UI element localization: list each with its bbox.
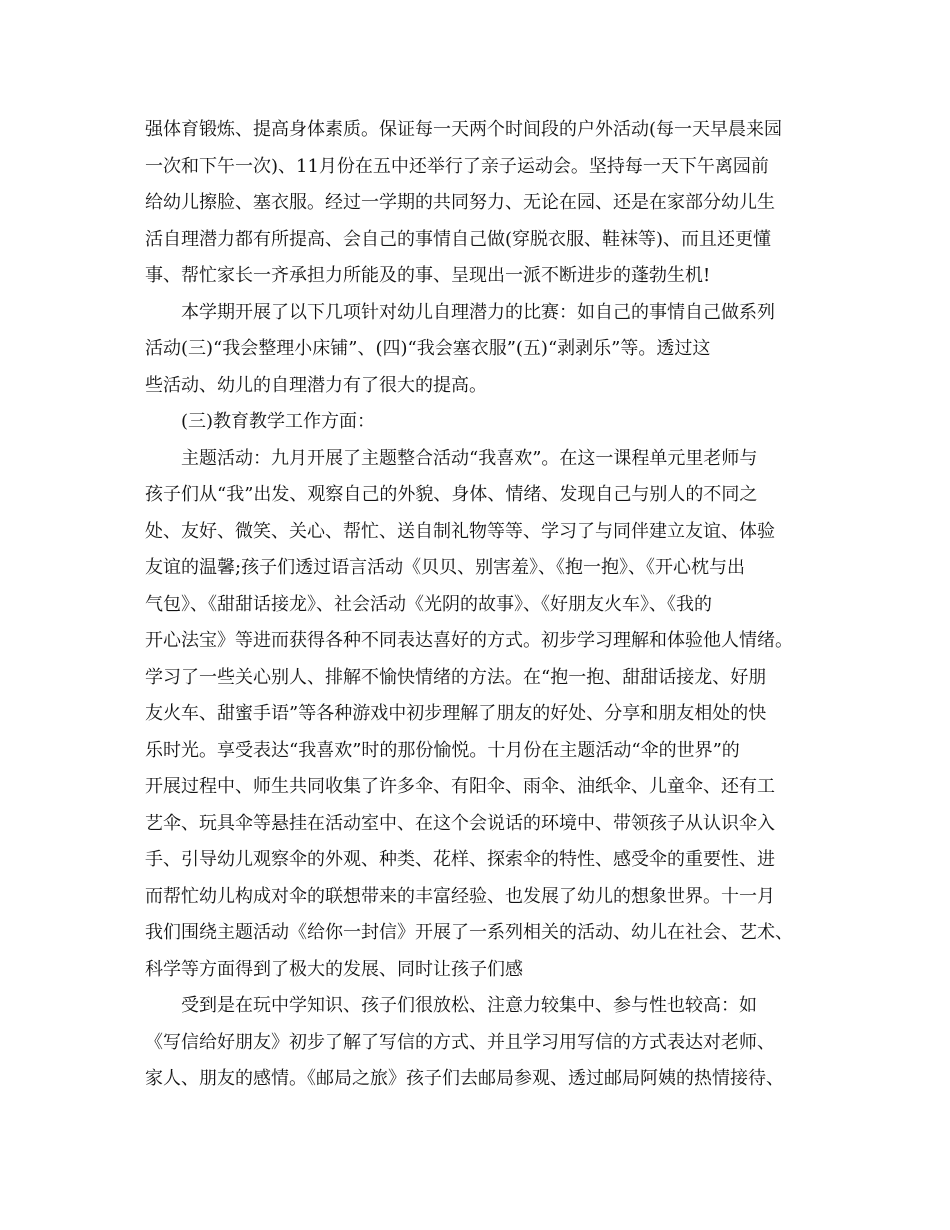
text-line: 手、引导幼儿观察伞的外观、种类、花样、探索伞的特性、感受伞的重要性、进 (145, 849, 775, 870)
text-line: 一次和下午一次)、11月份在五中还举行了亲子运动会。坚持每一天下午离园前 (145, 156, 769, 177)
text-line: 活自理潜力都有所提高、会自己的事情自己做(穿脱衣服、鞋袜等)、而且还更懂 (145, 229, 772, 250)
paragraph-start-line: 本学期开展了以下几项针对幼儿自理潜力的比赛：如自己的事情自己做系列 (181, 302, 775, 323)
text-line: 活动(三)“我会整理小床铺”、(四)“我会塞衣服”(五)“剥剥乐”等。透过这 (145, 338, 711, 359)
text-line: 而帮忙幼儿构成对伞的联想带来的丰富经验、也发展了幼儿的想象世界。十一月 (145, 886, 775, 907)
text-line: 学习了一些关心别人、排解不愉快情绪的方法。在“抱一抱、甜甜话接龙、好朋 (145, 667, 767, 688)
text-line: 开展过程中、师生共同收集了许多伞、有阳伞、雨伞、油纸伞、儿童伞、还有工 (145, 776, 775, 797)
text-line: 友火车、甜蜜手语”等各种游戏中初步理解了朋友的好处、分享和朋友相处的快 (145, 703, 767, 724)
text-line: 孩子们从“我”出发、观察自己的外貌、身体、情绪、发现自己与别人的不同之 (145, 484, 758, 505)
text-line: 气包》、《甜甜话接龙》、社会活动《光阴的故事》、《好朋友火车》、《我的 (145, 594, 712, 615)
text-line: 些活动、幼儿的自理潜力有了很大的提高。 (145, 375, 487, 396)
text-line: 给幼儿擦脸、塞衣服。经过一学期的共同努力、无论在园、还是在家部分幼儿生 (145, 192, 775, 213)
text-line: 开心法宝》等进而获得各种不同表达喜好的方式。初步学习理解和体验他人情绪。 (145, 630, 793, 651)
text-line: 友谊的温馨;孩子们透过语言活动《贝贝、别害羞》、《抱一抱》、《开心枕与出 (145, 557, 746, 578)
text-line: 我们围绕主题活动《给你一封信》开展了一系列相关的活动、幼儿在社会、艺术、 (145, 922, 793, 943)
text-line: 《写信给好朋友》初步了解了写信的方式、并且学习用写信的方式表达对老师、 (145, 1032, 775, 1053)
paragraph-start-line: 主题活动：九月开展了主题整合活动“我喜欢”。在这一课程单元里老师与 (181, 448, 758, 469)
section-heading: (三)教育教学工作方面： (181, 411, 376, 432)
text-line: 乐时光。享受表达“我喜欢”时的那份愉悦。十月份在主题活动“伞的世界”的 (145, 740, 740, 761)
text-line: 处、友好、微笑、关心、帮忙、送自制礼物等等、学习了与同伴建立友谊、体验 (145, 521, 775, 542)
text-line: 事、帮忙家长一齐承担力所能及的事、呈现出一派不断进步的蓬勃生机! (145, 265, 711, 286)
text-line: 艺伞、玩具伞等悬挂在活动室中、在这个会说话的环境中、带领孩子从认识伞入 (145, 813, 775, 834)
text-line: 强体育锻炼、提高身体素质。保证每一天两个时间段的户外活动(每一天早晨来园 (145, 119, 783, 140)
text-line: 家人、朋友的感情。《邮局之旅》孩子们去邮局参观、透过邮局阿姨的热情接待、 (145, 1068, 784, 1089)
paragraph-start-line: 受到是在玩中学知识、孩子们很放松、注意力较集中、参与性也较高：如 (181, 995, 757, 1016)
text-line: 科学等方面得到了极大的发展、同时让孩子们感 (145, 959, 523, 980)
